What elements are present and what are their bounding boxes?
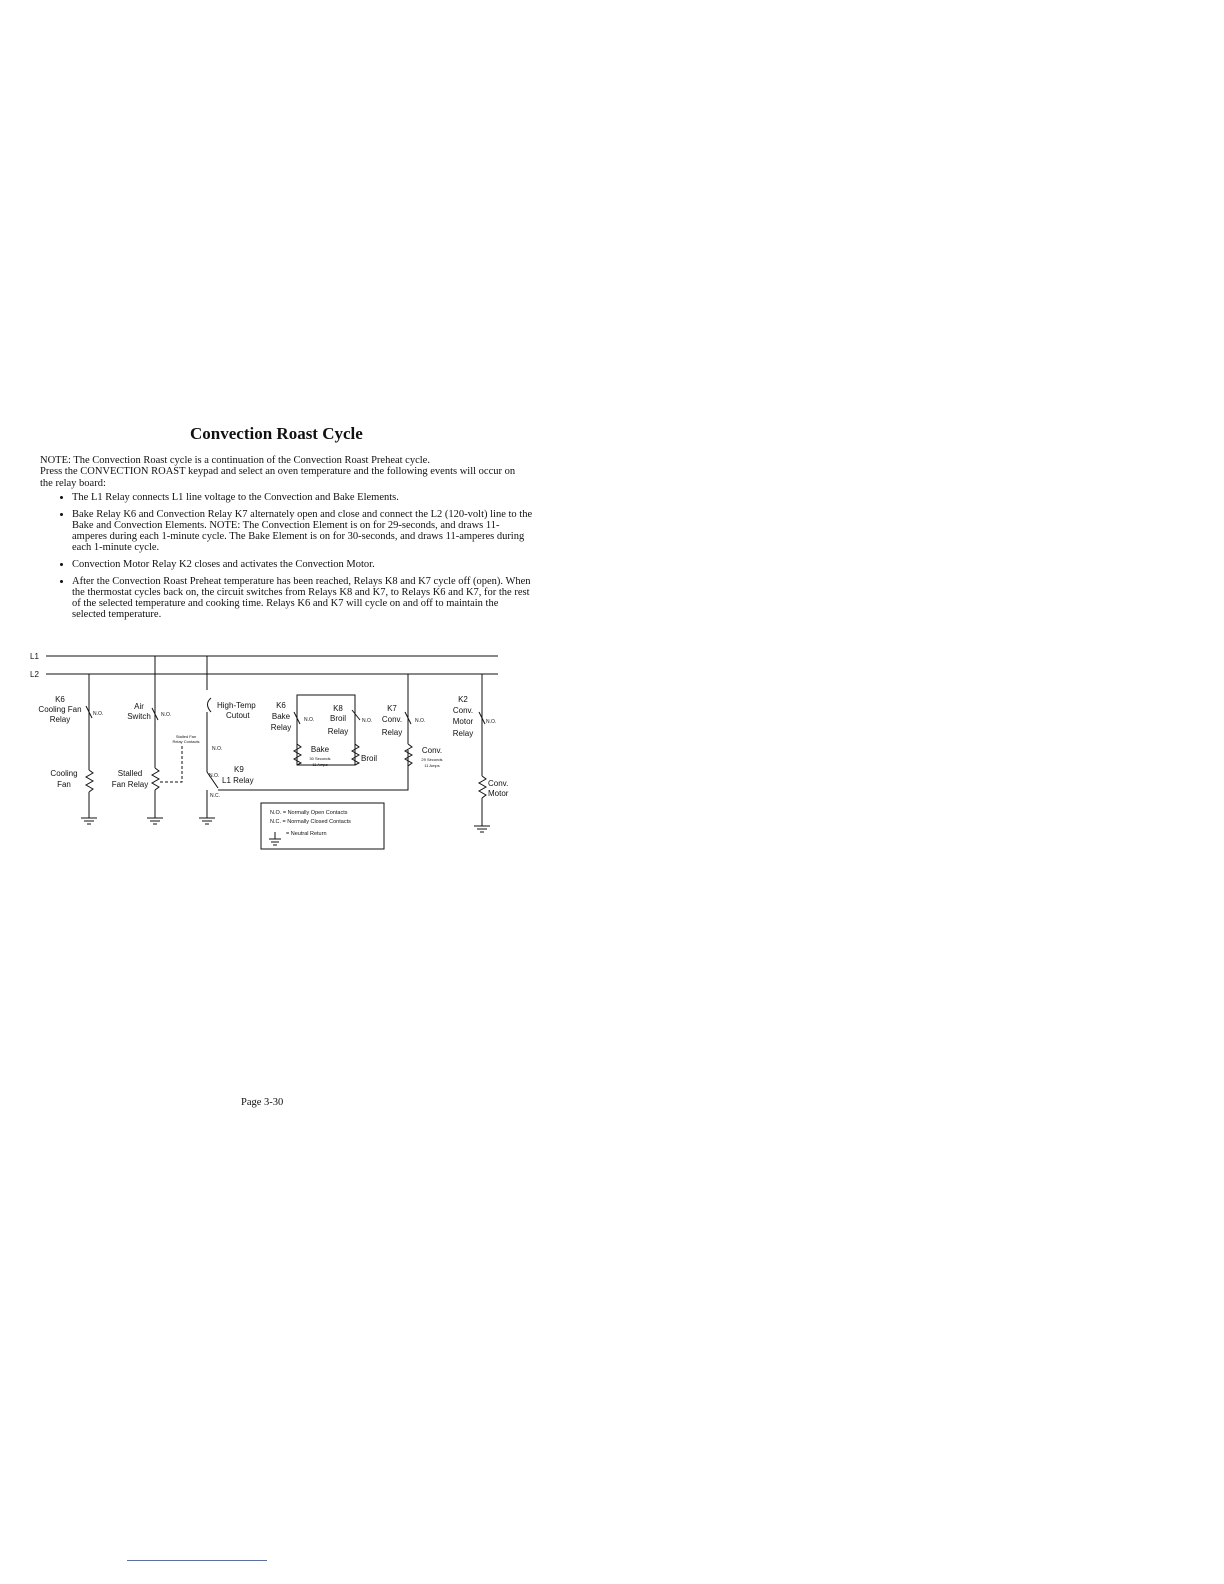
conv-element-label: 11 Amps [424,763,440,768]
footer-rule [127,1560,267,1561]
list-item: • The L1 Relay connects L1 line voltage to the Convection and Bake Elements. [72,492,534,503]
k8-label: K8 [333,704,343,713]
conv-element-label: Conv. [421,746,443,755]
list-item: • Convection Motor Relay K2 closes and activates the Convection Motor. [72,559,534,570]
k2-label: K2 [458,695,468,704]
bake-element-label: 30 Seconds [309,756,331,761]
no-label: N.O. [212,746,223,752]
event-list [58,492,534,626]
stalled-fan-relay-label: Fan Relay [111,780,149,789]
conv-element-label: 29 Seconds [421,757,443,762]
conv-motor-label: Conv. [488,779,509,788]
k8-label: Relay [327,727,349,736]
page-number: Page 3-30 [241,1097,284,1108]
no-label: N.O. [93,711,104,717]
k2-label: Motor [452,717,474,726]
bake-element-label: Bake [310,745,330,754]
page-title: Convection Roast Cycle [190,424,363,443]
k6-bake-label: Relay [270,723,292,732]
high-temp-label: Cutout [226,711,250,720]
legend-no: N.O. = Normally Open Contacts [270,810,348,816]
air-switch-label: Switch [127,712,151,721]
bake-element-label: 11 Amps [312,762,328,767]
list-item: • After the Convection Roast Preheat temperature has been reached, Relays K8 and K7 cycle off (open). When the thermostat cycles back on, the circuit switches from Relays K8 and K7, to Relays K6 and K7, for the rest of the selected temperature and cooking time. Relays K6 and K7 will cycle on and off to maintain the selected temperature. [72,576,534,620]
no-label: N.O. [161,712,172,718]
cooling-fan-coil [86,770,93,792]
k2-label: Relay [452,729,474,738]
high-temp-cutout-symbol [208,698,212,712]
broil-element-label: Broil [361,754,378,763]
air-switch-label: Air [134,702,144,711]
stalled-contacts-label: Stalled Fan [175,734,197,739]
wiring-schematic [30,640,510,855]
k8-label: Broil [329,714,347,723]
k6-cooling-label: Cooling Fan [38,705,82,714]
no-label: N.O. [415,718,426,724]
intro-text: Press the CONVECTION ROAST keypad and select an oven temperature and the following events will occur on the relay board: [40,466,516,489]
conv-motor-label: Motor [488,789,509,798]
l2-label: L2 [30,670,39,679]
l1-label: L1 [30,652,39,661]
k6-cooling-label: Relay [49,715,71,724]
stalled-fan-link [160,744,182,782]
stalled-contacts-label: Relay Contacts [172,739,200,744]
k6-bake-label: Bake [271,712,291,721]
list-item: • Bake Relay K6 and Convection Relay K7 alternately open and close and connect the L2 (120-volt) line to the Bake and Convection Elements. NOTE: The Convection Element is on for 29-seconds, and draws 11-amperes during each 1-minute cycle. The Bake Element is on for 30-seconds, and draws 11-amperes during each 1-minute cycle. [72,509,534,553]
conv-motor-coil [479,776,486,798]
no-label: N.O. [362,718,373,724]
cooling-fan-label: Cooling [50,769,78,778]
k8-broil-contact [352,710,360,720]
note-text: NOTE: The Convection Roast cycle is a continuation of the Convection Roast Preheat cycle. [40,455,430,466]
k6-cooling-label: K6 [55,695,65,704]
k6-bake-label: K6 [276,701,286,710]
k2-label: Conv. [452,706,474,715]
no-label: N.O. [209,773,220,779]
cooling-fan-label: Fan [57,780,71,789]
legend-nc: N.C. = Normally Closed Contacts [270,819,351,825]
k9-label: K9 [234,765,244,774]
k7-label: Relay [381,728,403,737]
k7-label: K7 [387,704,397,713]
high-temp-label: High-Temp [217,701,256,710]
k7-label: Conv. [381,715,403,724]
legend-neutral: = Neutral Return [286,831,327,837]
stalled-fan-coil [152,768,159,790]
no-label: N.O. [486,719,497,725]
k9-label: L1 Relay [222,776,254,785]
no-label: N.O. [304,717,315,723]
stalled-fan-relay-label: Stalled [117,769,143,778]
nc-label: N.C. [210,793,220,799]
